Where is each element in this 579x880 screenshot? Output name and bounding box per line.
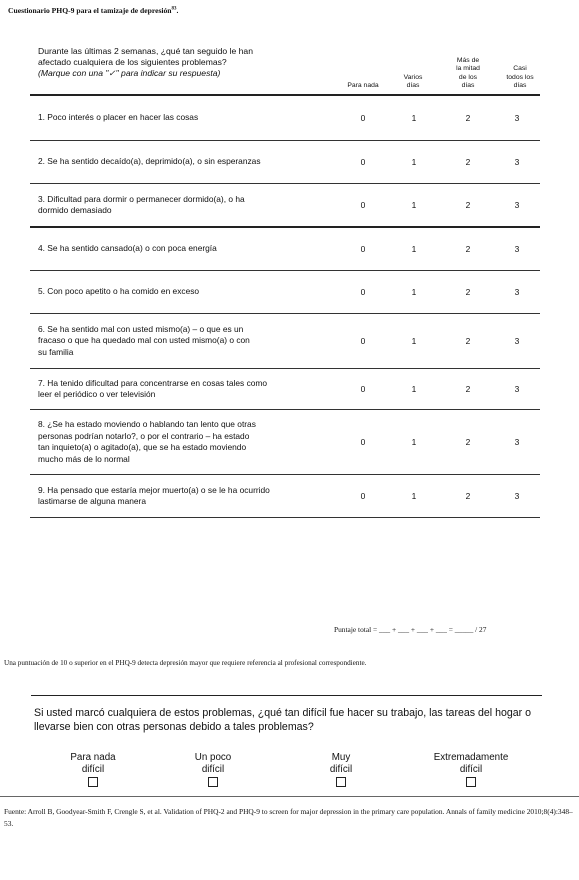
question-row	[30, 410, 540, 475]
header-question-line: Durante las últimas 2 semanas, ¿qué tan seguido le han	[38, 46, 253, 56]
response-score[interactable]: 0	[360, 113, 366, 123]
difficulty-option-label: Para nada	[70, 752, 116, 763]
difficulty-option-label: difícil	[201, 763, 225, 775]
question-row	[30, 228, 540, 271]
response-score[interactable]: 2	[465, 157, 471, 167]
question-text-line: 4. Se ha sentido cansado(a) o con poca energía	[38, 243, 217, 254]
question-text	[38, 419, 338, 465]
difficulty-option-label: Muy	[331, 752, 351, 763]
question-text-line: 3. Dificultad para dormir o permanecer dormido(a), o ha	[38, 193, 245, 204]
question-text-line: personas podrían notarlo?, o por el contrario – ha estado	[38, 430, 250, 441]
column-header-line: días	[513, 81, 527, 89]
response-score[interactable]: 3	[514, 244, 520, 254]
response-score[interactable]: 1	[411, 336, 417, 346]
question-row	[30, 475, 540, 518]
response-score[interactable]: 1	[411, 384, 417, 394]
response-score[interactable]: 0	[360, 157, 366, 167]
column-header-line: de los	[458, 73, 478, 81]
header-question	[38, 46, 338, 79]
question-row	[30, 369, 540, 410]
response-score[interactable]: 0	[360, 287, 366, 297]
response-score[interactable]: 0	[360, 336, 366, 346]
response-score[interactable]: 2	[465, 491, 471, 501]
response-score[interactable]: 1	[411, 244, 417, 254]
question-text-line: leer el periódico o ver televisión	[38, 389, 156, 399]
response-score[interactable]: 3	[514, 287, 520, 297]
response-score[interactable]: 3	[514, 336, 520, 346]
question-text-line: 1. Poco interés o placer en hacer las cosas	[38, 112, 199, 123]
difficulty-option	[38, 752, 148, 791]
question-text-line: 7. Ha tenido dificultad para concentrarse en cosas tales como	[38, 377, 268, 388]
response-score[interactable]: 3	[514, 437, 520, 447]
difficulty-checkbox[interactable]	[336, 777, 346, 787]
question-text-line: mucho más de lo normal	[38, 453, 130, 464]
response-score[interactable]: 2	[465, 287, 471, 297]
response-score[interactable]: 0	[360, 437, 366, 447]
question-text	[38, 324, 338, 359]
question-text-line: fracaso o que ha quedado mal con usted mismo(a) o con	[38, 335, 250, 346]
difficulty-option	[286, 752, 396, 791]
response-score[interactable]: 2	[465, 113, 471, 123]
column-header	[398, 74, 428, 90]
response-score[interactable]: 3	[514, 157, 520, 167]
response-score[interactable]: 3	[514, 113, 520, 123]
response-score[interactable]: 2	[465, 384, 471, 394]
question-text	[38, 286, 338, 298]
response-score[interactable]: 1	[411, 113, 417, 123]
difficulty-option	[416, 752, 526, 791]
question-row	[30, 141, 540, 184]
column-header-line: Casi	[513, 65, 527, 73]
response-score[interactable]: 0	[360, 491, 366, 501]
header-instruction: (Marque con una "✓" para indicar su respuesta)	[38, 68, 221, 78]
response-score[interactable]: 0	[360, 244, 366, 254]
column-header-line: todos los	[506, 73, 534, 81]
question-text-line: 8. ¿Se ha estado moviendo o hablando tan lento que otras	[38, 419, 256, 429]
score-note: Una puntuación de 10 o superior en el PHQ-9 detecta depresión mayor que requiere referencia al profesional correspondiente.	[4, 659, 367, 667]
phq9-table	[30, 38, 540, 518]
question-text-line: tan inquieto(a) o agitado(a), que se ha estado moviendo	[38, 442, 247, 452]
difficulty-checkbox[interactable]	[466, 777, 476, 787]
question-row	[30, 96, 540, 141]
column-header-line: días	[461, 81, 475, 89]
column-header-line: la mitad	[456, 65, 480, 73]
response-score[interactable]: 0	[360, 200, 366, 210]
difficulty-option-label: difícil	[81, 763, 105, 775]
question-text-line: lastimarse de alguna manera	[38, 496, 147, 506]
difficulty-question: Si usted marcó cualquiera de estos problemas, ¿qué tan difícil fue hacer su trabajo, las tareas del hogar o llevarse bien con otras personas debido a tales problemas?	[34, 707, 532, 733]
question-text-line: dormido demasiado	[38, 205, 112, 215]
column-header-line: días	[406, 81, 420, 89]
difficulty-checkbox[interactable]	[208, 777, 218, 787]
question-text	[38, 378, 338, 401]
response-score[interactable]: 1	[411, 157, 417, 167]
column-header-line: Varios	[403, 73, 423, 81]
divider	[0, 796, 579, 797]
document-title: Cuestionario PHQ-9 para el tamizaje de depresión$^{83}$.	[8, 6, 179, 15]
response-score[interactable]: 2	[465, 244, 471, 254]
response-score[interactable]: 1	[411, 200, 417, 210]
response-score[interactable]: 1	[411, 437, 417, 447]
question-text	[38, 194, 338, 217]
question-text	[38, 243, 338, 255]
difficulty-checkbox[interactable]	[88, 777, 98, 787]
question-row	[30, 314, 540, 369]
header-question-line: afectado cualquiera de los siguientes problemas?	[38, 57, 227, 67]
column-header-line: Para nada	[347, 81, 379, 89]
difficulty-option-label: difícil	[459, 763, 483, 775]
question-text	[38, 485, 338, 508]
response-score[interactable]: 3	[514, 200, 520, 210]
question-row	[30, 184, 540, 228]
response-score[interactable]: 1	[411, 491, 417, 501]
total-score-line: Puntaje total = ___ + ___ + ___ + ___ = _____ / 27	[334, 625, 487, 634]
divider	[31, 695, 542, 696]
question-text	[38, 156, 338, 168]
difficulty-option-label: difícil	[329, 763, 353, 775]
column-header	[500, 65, 540, 90]
difficulty-option	[158, 752, 268, 791]
difficulty-option-label: Extremadamente	[433, 752, 509, 763]
difficulty-option-label: Un poco	[194, 752, 232, 763]
source-citation: Fuente: Arroll B, Goodyear-Smith F, Crengle S, et al. Validation of PHQ-2 and PHQ-9 to screen for major depression in the primary care population. Annals of family medicine 2010;8(4):348–53.	[4, 807, 573, 828]
column-header	[448, 57, 488, 90]
question-text-line: 6. Se ha sentido mal con usted mismo(a) – o que es un	[38, 323, 244, 334]
question-text-line: su familia	[38, 346, 74, 357]
column-header-line: Más de	[456, 57, 480, 65]
response-score[interactable]: 1	[411, 287, 417, 297]
response-score[interactable]: 2	[465, 336, 471, 346]
response-score[interactable]: 0	[360, 384, 366, 394]
response-score[interactable]: 3	[514, 491, 520, 501]
question-row	[30, 271, 540, 314]
question-text-line: 9. Ha pensado que estaría mejor muerto(a) o se le ha ocurrido	[38, 484, 270, 495]
question-text	[38, 112, 338, 124]
response-score[interactable]: 2	[465, 200, 471, 210]
response-score[interactable]: 2	[465, 437, 471, 447]
column-header	[338, 82, 388, 90]
question-text-line: 2. Se ha sentido decaído(a), deprimido(a), o sin esperanzas	[38, 156, 261, 167]
title-reference: 83	[171, 6, 177, 12]
response-score[interactable]: 3	[514, 384, 520, 394]
table-header	[30, 38, 540, 96]
question-text-line: 5. Con poco apetito o ha comido en exceso	[38, 286, 200, 297]
